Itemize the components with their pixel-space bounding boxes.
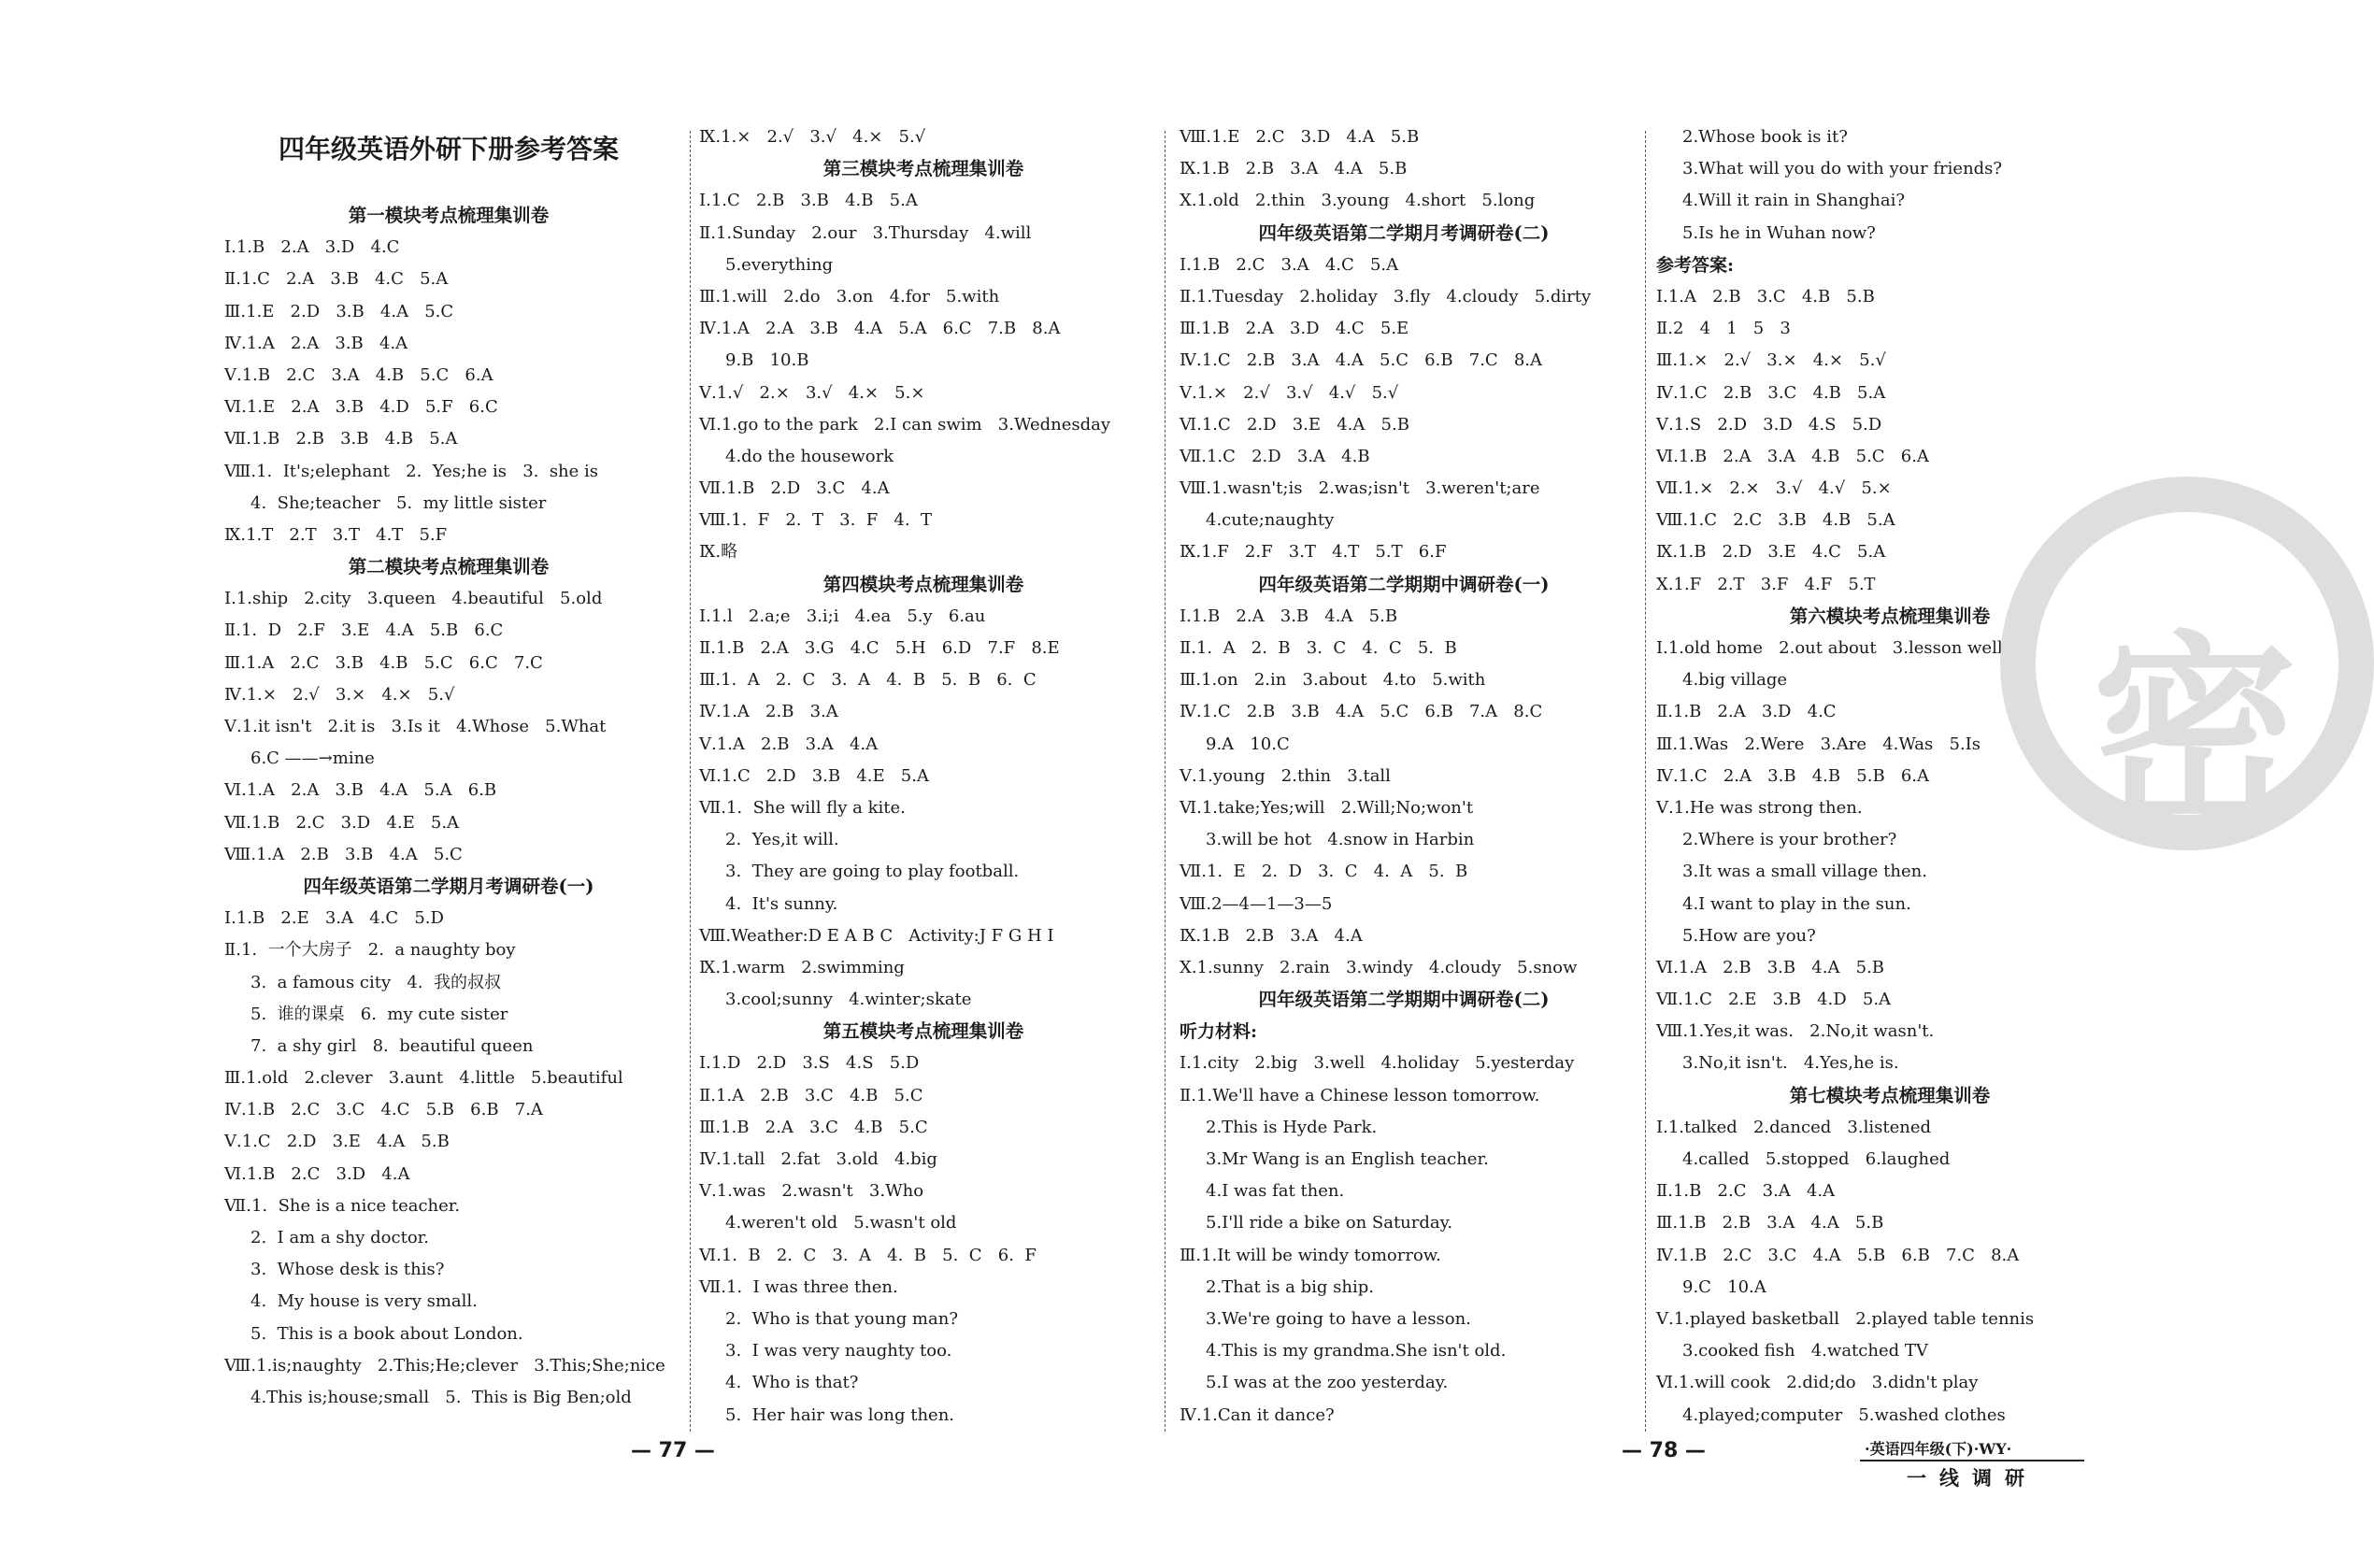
answer-line-continued: 3.No,it isn't. 4.Yes,he is. bbox=[1682, 1053, 1899, 1074]
answer-line: Ⅷ.1. It's;elephant 2. Yes;he is 3. she is bbox=[224, 461, 599, 481]
answer-line-continued: 4.Will it rain in Shanghai? bbox=[1682, 191, 1906, 211]
answer-line: Ⅲ.1.× 2.√ 3.× 4.× 5.√ bbox=[1656, 350, 1886, 371]
answer-line: Ⅳ.1.A 2.A 3.B 4.A bbox=[224, 333, 408, 353]
section-heading: 第三模块考点梳理集训卷 bbox=[822, 158, 1024, 180]
section-heading: 四年级英语第二学期期中调研卷(一) bbox=[1258, 573, 1550, 595]
answer-line-continued: 3.cool;sunny 4.winter;skate bbox=[725, 990, 972, 1010]
answer-line: Ⅸ.1.warm 2.swimming bbox=[699, 957, 905, 977]
answer-line: Ⅵ.1.will cook 2.did;do 3.didn't play bbox=[1656, 1373, 1979, 1393]
answer-line: Ⅳ.1.A 2.A 3.B 4.A 5.A 6.C 7.B 8.A bbox=[699, 319, 1061, 339]
answer-line-continued: 3.We're going to have a lesson. bbox=[1206, 1308, 1471, 1329]
answer-line: Ⅷ.1.wasn't;is 2.was;isn't 3.weren't;are bbox=[1180, 478, 1540, 499]
answer-line: Ⅶ.1.× 2.× 3.√ 4.√ 5.× bbox=[1656, 478, 1892, 499]
answer-line: Ⅰ.1.talked 2.danced 3.listened bbox=[1656, 1117, 1931, 1137]
answer-line-continued: 5.I'll ride a bike on Saturday. bbox=[1206, 1213, 1453, 1233]
answer-line: Ⅹ.1.sunny 2.rain 3.windy 4.cloudy 5.snow bbox=[1180, 957, 1578, 977]
column-divider bbox=[1165, 131, 1166, 1432]
answer-line-continued: 5.everything bbox=[725, 254, 834, 275]
subheading: 参考答案: bbox=[1656, 254, 1735, 276]
answer-line: Ⅳ.1.C 2.B 3.C 4.B 5.A bbox=[1656, 382, 1886, 403]
answer-line-continued: 3.Mr Wang is an English teacher. bbox=[1206, 1149, 1489, 1169]
answer-line-continued: 3. a famous city 4. 我的叔叔 bbox=[250, 972, 501, 992]
answer-line: Ⅴ.1.young 2.thin 3.tall bbox=[1180, 765, 1391, 786]
answer-line: Ⅰ.1.ship 2.city 3.queen 4.beautiful 5.old bbox=[224, 589, 603, 609]
answer-line: Ⅳ.1.B 2.C 3.C 4.C 5.B 6.B 7.A bbox=[224, 1100, 543, 1120]
answer-line-continued: 5.I was at the zoo yesterday. bbox=[1206, 1373, 1449, 1393]
answer-line: Ⅱ.1. D 2.F 3.E 4.A 5.B 6.C bbox=[224, 620, 504, 641]
answer-line-continued: 4. She;teacher 5. my little sister bbox=[250, 492, 547, 513]
answer-line-continued: 3. They are going to play football. bbox=[725, 862, 1020, 882]
answer-line: Ⅹ.1.F 2.T 3.F 4.F 5.T bbox=[1656, 574, 1876, 594]
answer-line: Ⅴ.1.it isn't 2.it is 3.Is it 4.Whose 5.What bbox=[224, 717, 607, 736]
answer-line: Ⅶ.1. She will fly a kite. bbox=[699, 797, 906, 818]
answer-line-continued: 4.cute;naughty bbox=[1206, 510, 1335, 531]
answer-line: Ⅳ.1.tall 2.fat 3.old 4.big bbox=[699, 1149, 937, 1169]
section-heading: 四年级英语第二学期月考调研卷(二) bbox=[1258, 221, 1550, 244]
answer-line: Ⅵ.1.A 2.B 3.B 4.A 5.B bbox=[1656, 957, 1885, 977]
answer-line: Ⅱ.1.B 2.C 3.A 4.A bbox=[1656, 1181, 1836, 1202]
answer-line-continued: 2.Whose book is it? bbox=[1682, 127, 1848, 147]
answer-line-continued: 4.do the housework bbox=[725, 446, 894, 466]
answer-line: Ⅴ.1.He was strong then. bbox=[1656, 797, 1863, 818]
answer-line-continued: 2. Yes,it will. bbox=[725, 830, 839, 850]
answer-line: Ⅲ.1.will 2.do 3.on 4.for 5.with bbox=[699, 286, 1000, 306]
answer-line: Ⅲ.1.E 2.D 3.B 4.A 5.C bbox=[224, 301, 454, 321]
answer-line: Ⅵ.1.B 2.A 3.A 4.B 5.C 6.A bbox=[1656, 446, 1929, 466]
watermark-stamp bbox=[2000, 477, 2374, 853]
answer-line: Ⅴ.1.B 2.C 3.A 4.B 5.C 6.A bbox=[224, 364, 493, 385]
answer-line: Ⅴ.1.× 2.√ 3.√ 4.√ 5.√ bbox=[1180, 382, 1399, 403]
page-title: 四年级英语外研下册参考答案 bbox=[278, 134, 619, 164]
answer-line: Ⅵ.1.take;Yes;will 2.Will;No;won't bbox=[1180, 797, 1474, 818]
answer-line: Ⅸ.1.B 2.B 3.A 4.A bbox=[1180, 925, 1363, 946]
answer-line: Ⅶ.1.B 2.B 3.B 4.B 5.A bbox=[224, 429, 458, 449]
answer-line: Ⅲ.1.It will be windy tomorrow. bbox=[1180, 1245, 1441, 1265]
answer-line: Ⅱ.1.We'll have a Chinese lesson tomorrow. bbox=[1180, 1085, 1540, 1105]
answer-line: Ⅳ.1.C 2.A 3.B 4.B 5.B 6.A bbox=[1656, 765, 1930, 786]
answer-line-continued: 5. 谁的课桌 6. my cute sister bbox=[250, 1004, 508, 1024]
answer-line: Ⅲ.1.old 2.clever 3.aunt 4.little 5.beautiful bbox=[224, 1068, 623, 1089]
answer-line: Ⅵ.1.C 2.D 3.E 4.A 5.B bbox=[1180, 414, 1409, 435]
answer-line: Ⅸ.1.B 2.B 3.A 4.A 5.B bbox=[1180, 159, 1408, 179]
answer-line: Ⅹ.1.old 2.thin 3.young 4.short 5.long bbox=[1180, 191, 1536, 211]
answer-line-continued: 4. My house is very small. bbox=[250, 1291, 478, 1312]
answer-line-continued: 4.I was fat then. bbox=[1206, 1181, 1345, 1202]
section-heading: 第一模块考点梳理集训卷 bbox=[348, 205, 550, 226]
answer-line-continued: 2. I am a shy doctor. bbox=[250, 1228, 430, 1247]
answer-line: Ⅶ.1. E 2. D 3. C 4. A 5. B bbox=[1180, 862, 1468, 882]
section-heading: 第五模块考点梳理集训卷 bbox=[822, 1020, 1024, 1043]
subheading: 听力材料: bbox=[1180, 1021, 1258, 1043]
watermark-char: 密 bbox=[2092, 614, 2298, 853]
answer-line-continued: 9.C 10.A bbox=[1682, 1276, 1766, 1297]
answer-line: Ⅰ.1.city 2.big 3.well 4.holiday 5.yesterday bbox=[1180, 1053, 1575, 1074]
answer-line: Ⅷ.1.C 2.C 3.B 4.B 5.A bbox=[1656, 510, 1895, 531]
answer-line: Ⅰ.1.l 2.a;e 3.i;i 4.ea 5.y 6.au bbox=[699, 606, 986, 626]
answer-line: Ⅳ.1.× 2.√ 3.× 4.× 5.√ bbox=[224, 684, 455, 705]
section-heading: 第七模块考点梳理集训卷 bbox=[1789, 1084, 1991, 1106]
answer-line-continued: 7. a shy girl 8. beautiful queen bbox=[250, 1035, 534, 1056]
answer-line: Ⅷ.Weather:D E A B C Activity:J F G H I bbox=[699, 925, 1054, 946]
section-heading: 四年级英语第二学期期中调研卷(二) bbox=[1258, 989, 1550, 1011]
answer-line: Ⅵ.1.go to the park 2.I can swim 3.Wednesday bbox=[699, 414, 1111, 435]
answer-line-continued: 4.big village bbox=[1682, 670, 1788, 691]
answer-line: Ⅷ.2—4—1—3—5 bbox=[1180, 893, 1333, 914]
answer-line-continued: 3.What will you do with your friends? bbox=[1682, 159, 2003, 179]
answer-line: Ⅲ.1.A 2.C 3.B 4.B 5.C 6.C 7.C bbox=[224, 652, 543, 673]
answer-line-continued: 2. Who is that young man? bbox=[725, 1308, 958, 1329]
section-heading: 四年级英语第二学期月考调研卷(一) bbox=[303, 875, 594, 897]
answer-line: Ⅳ.1.C 2.B 3.A 4.A 5.C 6.B 7.C 8.A bbox=[1180, 350, 1543, 371]
answer-line-continued: 5. This is a book about London. bbox=[250, 1323, 523, 1344]
answer-line: Ⅴ.1.S 2.D 3.D 4.S 5.D bbox=[1656, 414, 1882, 435]
answer-line: Ⅱ.1.B 2.A 3.G 4.C 5.H 6.D 7.F 8.E bbox=[699, 638, 1060, 658]
answer-line-continued: 2.This is Hyde Park. bbox=[1206, 1117, 1378, 1137]
answer-line: Ⅱ.1. A 2. B 3. C 4. C 5. B bbox=[1180, 638, 1457, 658]
section-heading: 第二模块考点梳理集训卷 bbox=[348, 556, 550, 578]
answer-line: Ⅶ.1.C 2.E 3.B 4.D 5.A bbox=[1656, 990, 1892, 1010]
column-divider bbox=[690, 131, 691, 1432]
answer-line-continued: 4.played;computer 5.washed clothes bbox=[1682, 1404, 2006, 1425]
answer-line: Ⅰ.1.D 2.D 3.S 4.S 5.D bbox=[699, 1053, 920, 1074]
answer-line: Ⅷ.1. F 2. T 3. F 4. T bbox=[699, 510, 933, 531]
answer-line-continued: 5.How are you? bbox=[1682, 925, 1816, 946]
answer-line: Ⅶ.1.C 2.D 3.A 4.B bbox=[1180, 446, 1370, 466]
answer-line: Ⅲ.1.B 2.A 3.C 4.B 5.C bbox=[699, 1117, 928, 1137]
answer-line: Ⅴ.1.A 2.B 3.A 4.A bbox=[699, 734, 879, 754]
answer-line: Ⅶ.1.B 2.D 3.C 4.A bbox=[699, 478, 890, 499]
footer-subject: ·英语四年级(下)·WY· bbox=[1865, 1440, 2012, 1458]
page-number-right: — 78 — bbox=[1622, 1439, 1706, 1462]
answer-line: Ⅳ.1.Can it dance? bbox=[1180, 1404, 1335, 1425]
column-divider bbox=[1645, 131, 1646, 1432]
answer-line: Ⅶ.1. She is a nice teacher. bbox=[224, 1195, 461, 1216]
answer-line: Ⅴ.1.√ 2.× 3.√ 4.× 5.× bbox=[699, 382, 925, 403]
answer-line-continued: 9.A 10.C bbox=[1206, 734, 1290, 754]
answer-line: Ⅵ.1.B 2.C 3.D 4.A bbox=[224, 1163, 410, 1184]
answer-line-continued: 4.This is my grandma.She isn't old. bbox=[1206, 1341, 1507, 1361]
answer-line-continued: 2.That is a big ship. bbox=[1206, 1276, 1374, 1297]
page-number-left: — 77 — bbox=[631, 1439, 715, 1462]
answer-line: Ⅸ.1.B 2.D 3.E 4.C 5.A bbox=[1656, 542, 1886, 563]
answer-line: Ⅲ.1. A 2. C 3. A 4. B 5. B 6. C bbox=[699, 670, 1037, 691]
answer-line: Ⅸ.1.F 2.F 3.T 4.T 5.T 6.F bbox=[1180, 542, 1447, 563]
answer-line: Ⅰ.1.A 2.B 3.C 4.B 5.B bbox=[1656, 286, 1875, 306]
answer-line-continued: 3.It was a small village then. bbox=[1682, 862, 1927, 882]
answer-line: Ⅷ.1.E 2.C 3.D 4.A 5.B bbox=[1180, 127, 1420, 147]
answer-line-continued: 4.weren't old 5.wasn't old bbox=[725, 1213, 957, 1233]
answer-line-continued: 6.C ——→mine bbox=[250, 748, 375, 769]
answer-line: Ⅱ.1.Tuesday 2.holiday 3.fly 4.cloudy 5.dirty bbox=[1180, 286, 1592, 306]
answer-line: Ⅵ.1.A 2.A 3.B 4.A 5.A 6.B bbox=[224, 780, 497, 801]
answer-line-continued: 4. It's sunny. bbox=[725, 893, 838, 914]
answer-line: Ⅰ.1.C 2.B 3.B 4.B 5.A bbox=[699, 191, 918, 211]
answer-line-continued: 9.B 10.B bbox=[725, 350, 809, 371]
answer-line: Ⅳ.1.C 2.B 3.B 4.A 5.C 6.B 7.A 8.C bbox=[1180, 702, 1543, 722]
answer-line: Ⅰ.1.B 2.C 3.A 4.C 5.A bbox=[1180, 254, 1399, 275]
answer-line: Ⅵ.1. B 2. C 3. A 4. B 5. C 6. F bbox=[699, 1245, 1037, 1265]
answer-line: Ⅲ.1.on 2.in 3.about 4.to 5.with bbox=[1180, 670, 1486, 691]
answer-line-continued: 3. Whose desk is this? bbox=[250, 1260, 445, 1280]
answer-line: Ⅸ.1.T 2.T 3.T 4.T 5.F bbox=[224, 524, 448, 545]
answer-line-continued: 5. Her hair was long then. bbox=[725, 1404, 955, 1425]
answer-line: Ⅱ.1.B 2.A 3.D 4.C bbox=[1656, 702, 1837, 722]
answer-column-3 bbox=[1180, 121, 1628, 1432]
answer-line: Ⅵ.1.C 2.D 3.B 4.E 5.A bbox=[699, 765, 929, 786]
answer-line: Ⅴ.1.C 2.D 3.E 4.A 5.B bbox=[224, 1132, 450, 1152]
answer-line: Ⅷ.1.is;naughty 2.This;He;clever 3.This;She;nice bbox=[224, 1355, 665, 1376]
footer-brand: 一线调研 bbox=[1860, 1460, 2084, 1491]
answer-line-continued: 4.called 5.stopped 6.laughed bbox=[1682, 1149, 1951, 1169]
answer-line-continued: 4.This is;house;small 5. This is Big Ben;old bbox=[250, 1387, 632, 1407]
answer-line: Ⅱ.1.Sunday 2.our 3.Thursday 4.will bbox=[699, 222, 1032, 243]
answer-line: Ⅲ.1.Was 2.Were 3.Are 4.Was 5.Is bbox=[1656, 734, 1981, 754]
answer-line: Ⅳ.1.B 2.C 3.C 4.A 5.B 6.B 7.C 8.A bbox=[1656, 1245, 2020, 1265]
answer-line: Ⅶ.1.B 2.C 3.D 4.E 5.A bbox=[224, 812, 460, 833]
answer-line: Ⅴ.1.played basketball 2.played table tennis bbox=[1656, 1308, 2035, 1329]
answer-line: Ⅰ.1.B 2.E 3.A 4.C 5.D bbox=[224, 908, 444, 929]
section-heading: 第四模块考点梳理集训卷 bbox=[822, 573, 1024, 595]
answer-line: Ⅱ.1. 一个大房子 2. a naughty boy bbox=[224, 940, 516, 961]
answer-line: Ⅰ.1.B 2.A 3.B 4.A 5.B bbox=[1180, 606, 1398, 626]
answer-line-continued: 3.will be hot 4.snow in Harbin bbox=[1206, 830, 1475, 850]
answer-column-2 bbox=[699, 121, 1148, 1432]
answer-line: Ⅸ.1.× 2.√ 3.√ 4.× 5.√ bbox=[699, 127, 926, 147]
answer-line: Ⅴ.1.was 2.wasn't 3.Who bbox=[699, 1181, 924, 1202]
answer-column-1 bbox=[224, 121, 673, 1414]
answer-line: Ⅱ.1.C 2.A 3.B 4.C 5.A bbox=[224, 269, 449, 290]
answer-line: Ⅷ.1.A 2.B 3.B 4.A 5.C bbox=[224, 844, 463, 864]
answer-line: Ⅲ.1.B 2.B 3.A 4.A 5.B bbox=[1656, 1213, 1884, 1233]
answer-line-continued: 5.Is he in Wuhan now? bbox=[1682, 222, 1876, 243]
answer-line: Ⅵ.1.E 2.A 3.B 4.D 5.F 6.C bbox=[224, 397, 498, 418]
answer-line: Ⅷ.1.Yes,it was. 2.No,it wasn't. bbox=[1656, 1021, 1935, 1042]
section-heading: 第六模块考点梳理集训卷 bbox=[1789, 605, 1991, 627]
answer-line-continued: 3.cooked fish 4.watched TV bbox=[1682, 1341, 1928, 1361]
answer-line: Ⅲ.1.B 2.A 3.D 4.C 5.E bbox=[1180, 319, 1409, 339]
answer-line-continued: 2.Where is your brother? bbox=[1682, 830, 1897, 850]
answer-line: Ⅰ.1.old home 2.out about 3.lesson well bbox=[1656, 638, 2003, 658]
answer-line-continued: 3. I was very naughty too. bbox=[725, 1341, 952, 1361]
answer-line: Ⅸ.略 bbox=[699, 542, 738, 563]
answer-line: Ⅶ.1. I was three then. bbox=[699, 1276, 898, 1297]
answer-line: Ⅰ.1.B 2.A 3.D 4.C bbox=[224, 237, 400, 258]
answer-line: Ⅱ.1.A 2.B 3.C 4.B 5.C bbox=[699, 1085, 923, 1105]
answer-line-continued: 4.I want to play in the sun. bbox=[1682, 893, 1911, 914]
answer-line-continued: 4. Who is that? bbox=[725, 1373, 859, 1393]
answer-line: Ⅱ.2 4 1 5 3 bbox=[1656, 319, 1791, 339]
answer-line: Ⅳ.1.A 2.B 3.A bbox=[699, 702, 838, 722]
